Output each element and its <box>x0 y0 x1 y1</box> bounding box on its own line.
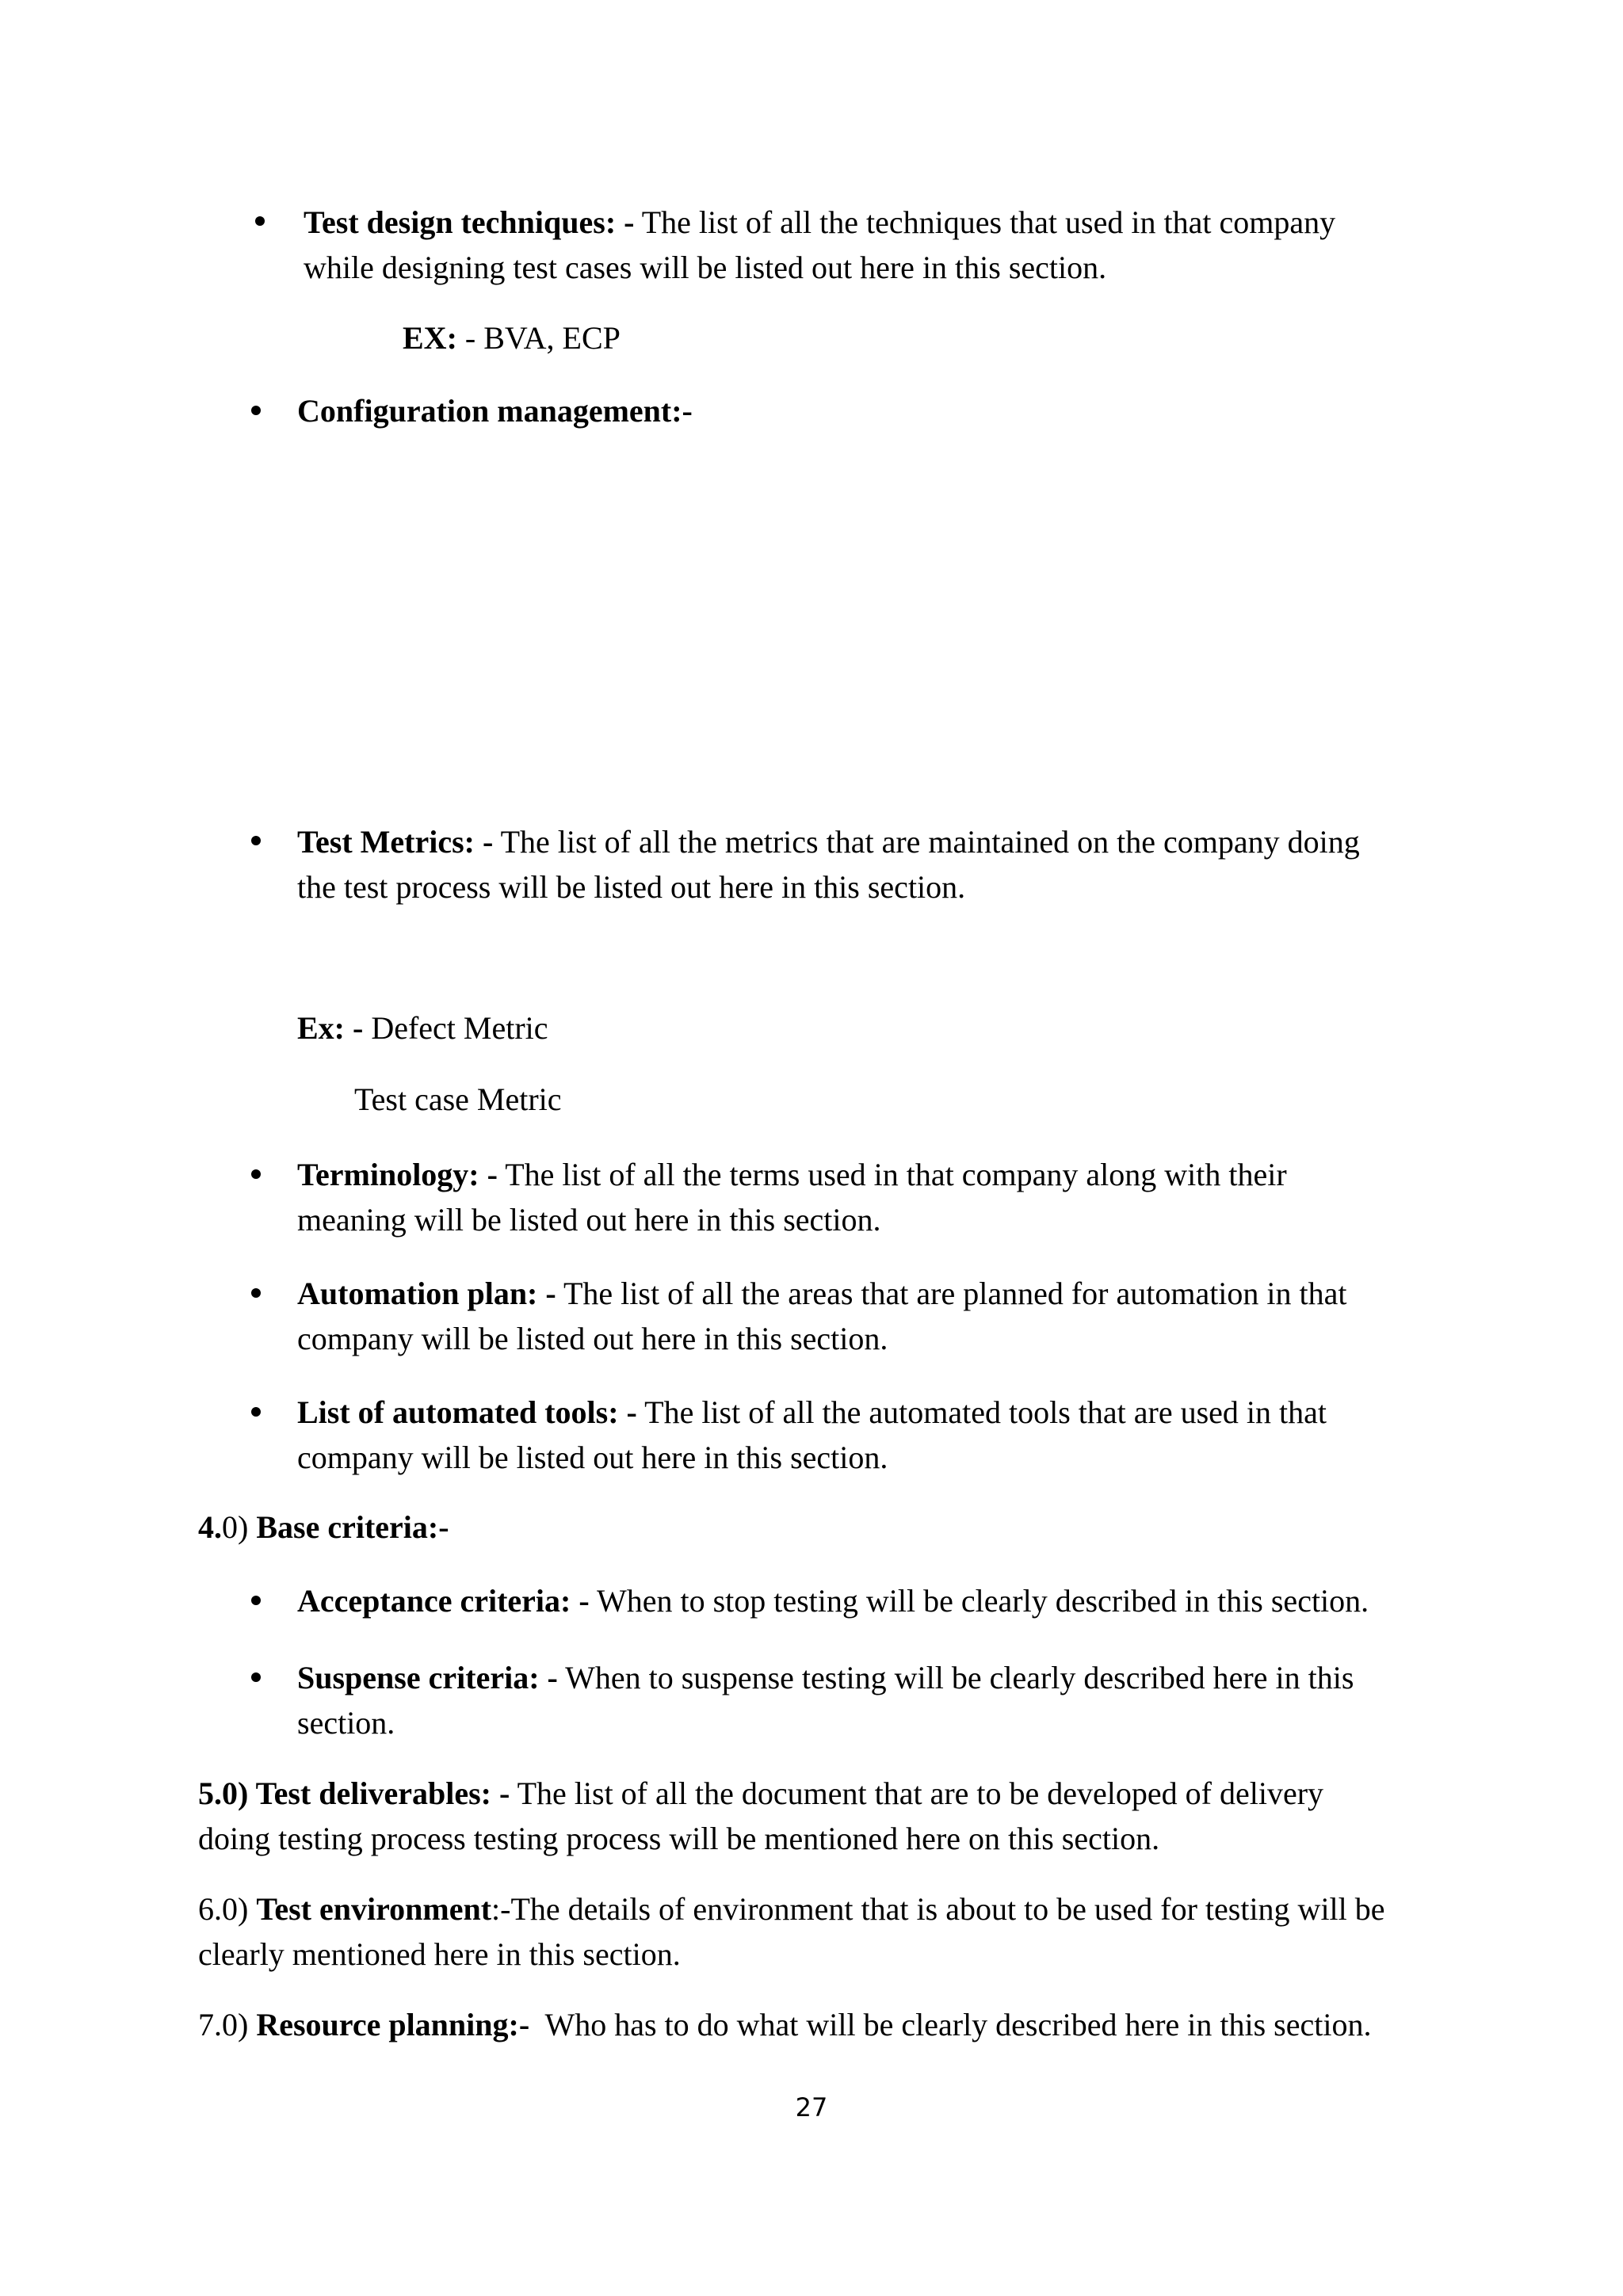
acceptance-criteria: Acceptance criteria: - When to stop testing will be clearly described in this section. <box>297 1583 1369 1619</box>
base-criteria-heading: 4.0) Base criteria:- <box>198 1509 449 1545</box>
suspense-criteria-line2: section. <box>297 1705 395 1741</box>
resource-planning: 7.0) Resource planning:- Who has to do what will be clearly described here in this section. <box>198 2007 1372 2042</box>
test-deliverables-line2: doing testing process testing process will be mentioned here on this section. <box>198 1821 1160 1856</box>
bullet-dot <box>255 216 265 226</box>
bullet-dot <box>251 1169 261 1179</box>
test-design-line2: while designing test cases will be listed out here in this section. <box>304 250 1107 285</box>
terminology-line2: meaning will be listed out here in this section. <box>297 1202 881 1238</box>
bullet-dot <box>251 1672 261 1682</box>
test-metrics-line1: Test Metrics: - The list of all the metrics that are maintained on the company doing <box>297 824 1360 860</box>
automated-tools-line1: List of automated tools: - The list of all the automated tools that are used in that <box>297 1394 1327 1430</box>
terminology-line1: Terminology: - The list of all the terms used in that company along with their <box>297 1157 1287 1192</box>
test-metrics-line2: the test process will be listed out here in this section. <box>297 869 966 905</box>
test-deliverables-line1: 5.0) Test deliverables: - The list of all the document that are to be developed of delivery <box>198 1775 1324 1811</box>
bullet-dot <box>251 406 261 415</box>
test-environment-line1: 6.0) Test environment:-The details of environment that is about to be used for testing will be <box>198 1891 1385 1927</box>
bullet-dot <box>251 836 261 845</box>
bullet-dot <box>251 1596 261 1605</box>
suspense-criteria-line1: Suspense criteria: - When to suspense testing will be clearly described here in this <box>297 1660 1354 1695</box>
test-metrics-example: Ex: - Defect Metric <box>297 1010 548 1046</box>
test-environment-line2: clearly mentioned here in this section. <box>198 1936 681 1972</box>
bullet-dot <box>251 1288 261 1298</box>
automation-plan-line1: Automation plan: - The list of all the areas that are planned for automation in that <box>297 1276 1347 1311</box>
config-management-heading: Configuration management:- <box>297 393 693 429</box>
page-number: 27 <box>795 2092 828 2122</box>
automation-plan-line2: company will be listed out here in this section. <box>297 1321 888 1356</box>
test-design-line1: Test design techniques: - The list of all the techniques that used in that company <box>304 204 1336 240</box>
automated-tools-line2: company will be listed out here in this section. <box>297 1440 888 1475</box>
test-metrics-example-2: Test case Metric <box>354 1081 562 1117</box>
test-design-example: EX: - BVA, ECP <box>403 320 621 356</box>
bullet-dot <box>251 1407 261 1417</box>
